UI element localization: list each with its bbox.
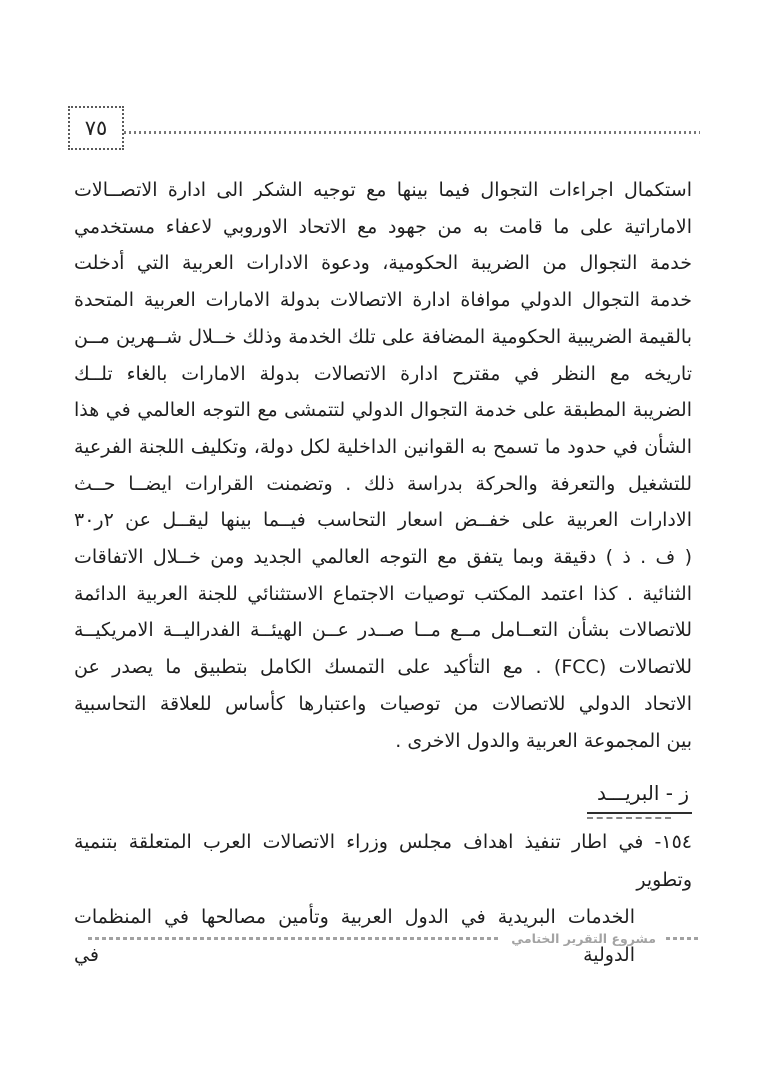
footer-rule-long	[88, 937, 501, 940]
item-text-line-1: في اطار تنفيذ اهداف مجلس وزراء الاتصالات العرب المتعلقة بتنمية وتطوير	[74, 831, 692, 891]
item-154	[74, 824, 692, 974]
item-line-1	[74, 824, 692, 899]
paragraph-line: الثنائية . كذا اعتمد المكتب توصيات الاجتماع الاستثنائي للجنة العربية الدائمة	[74, 582, 692, 605]
footer-rule-short	[666, 937, 700, 940]
section-heading-mail	[587, 781, 692, 814]
paragraph-line: الشأن في حدود ما تسمح به القوانين الداخلية لكل دولة، وتكليف اللجنة الفرعية	[74, 435, 692, 458]
paragraph-line: الاتحاد الدولي للاتصالات من توصيات واعتبارها كأساس للعلاقة التحاسبية	[74, 692, 692, 715]
footer-running-title: مشروع التقرير الختامي	[511, 930, 656, 946]
paragraph-line: الضريبة المطبقة على خدمة التجوال الدولي لتتمشى مع التوجه العالمي في هذا	[74, 399, 692, 422]
header-rule	[124, 131, 700, 134]
paragraph-line: خدمة التجوال من الضريبة الحكومية، ودعوة الادارات العربية التي أدخلت	[74, 252, 692, 275]
paragraph-line: خدمة التجوال الدولي موافاة ادارة الاتصالات بدولة الامارات العربية المتحدة	[74, 289, 692, 312]
page-number-box	[68, 106, 124, 150]
paragraph-line: للاتصالات (FCC) . مع التأكيد على التمسك الكامل بتطبيق ما يصدر عن	[74, 656, 692, 679]
paragraph-line: استكمال اجراءات التجوال فيما بينها مع توجيه الشكر الى ادارة الاتصــالات	[74, 179, 692, 201]
paragraph-line: ( ف . ذ ) دقيقة وبما يتفق مع التوجه العالمي الجديد ومن خــلال الاتفاقات	[74, 546, 692, 569]
paragraph-line: للاتصالات بشأن التعــامل مــع مــا صــدر عــن الهيئــة الفدراليــة الامريكيــة	[74, 619, 692, 642]
item-text-line-2: الخدمات البريدية في الدول العربية وتأمين مصالحها في المنظمات الدولية في	[74, 906, 635, 966]
paragraph-line: تاريخه مع النظر في مقترح ادارة الاتصالات بدولة الامارات بالغاء تلــك	[74, 362, 692, 385]
main-paragraph	[74, 172, 692, 759]
section-heading-text: ز - البريـــد	[597, 781, 689, 805]
paragraph-line: الادارات العربية على خفــض اسعار التحاسب فيــما بينها ليقــل عن ٢ر٣٠	[74, 509, 692, 532]
page-footer	[88, 930, 700, 946]
item-number: ١٥٤-	[654, 831, 692, 853]
paragraph-line: بالقيمة الضريبية الحكومية المضافة على تلك الخدمة وذلك خــلال شــهرين مــن	[74, 325, 692, 348]
paragraph-line: للتشغيل والتعرفة والحركة بدراسة ذلك . وتضمنت القرارات ايضــا حــث	[74, 472, 692, 495]
paragraph-line: بين المجموعة العربية والدول الاخرى .	[395, 729, 692, 752]
paragraph-line: الاماراتية على ما قامت به من جهود مع الاتحاد الاوروبي لاعفاء مستخدمي	[74, 215, 692, 238]
page-number: ٧٥	[84, 116, 108, 140]
